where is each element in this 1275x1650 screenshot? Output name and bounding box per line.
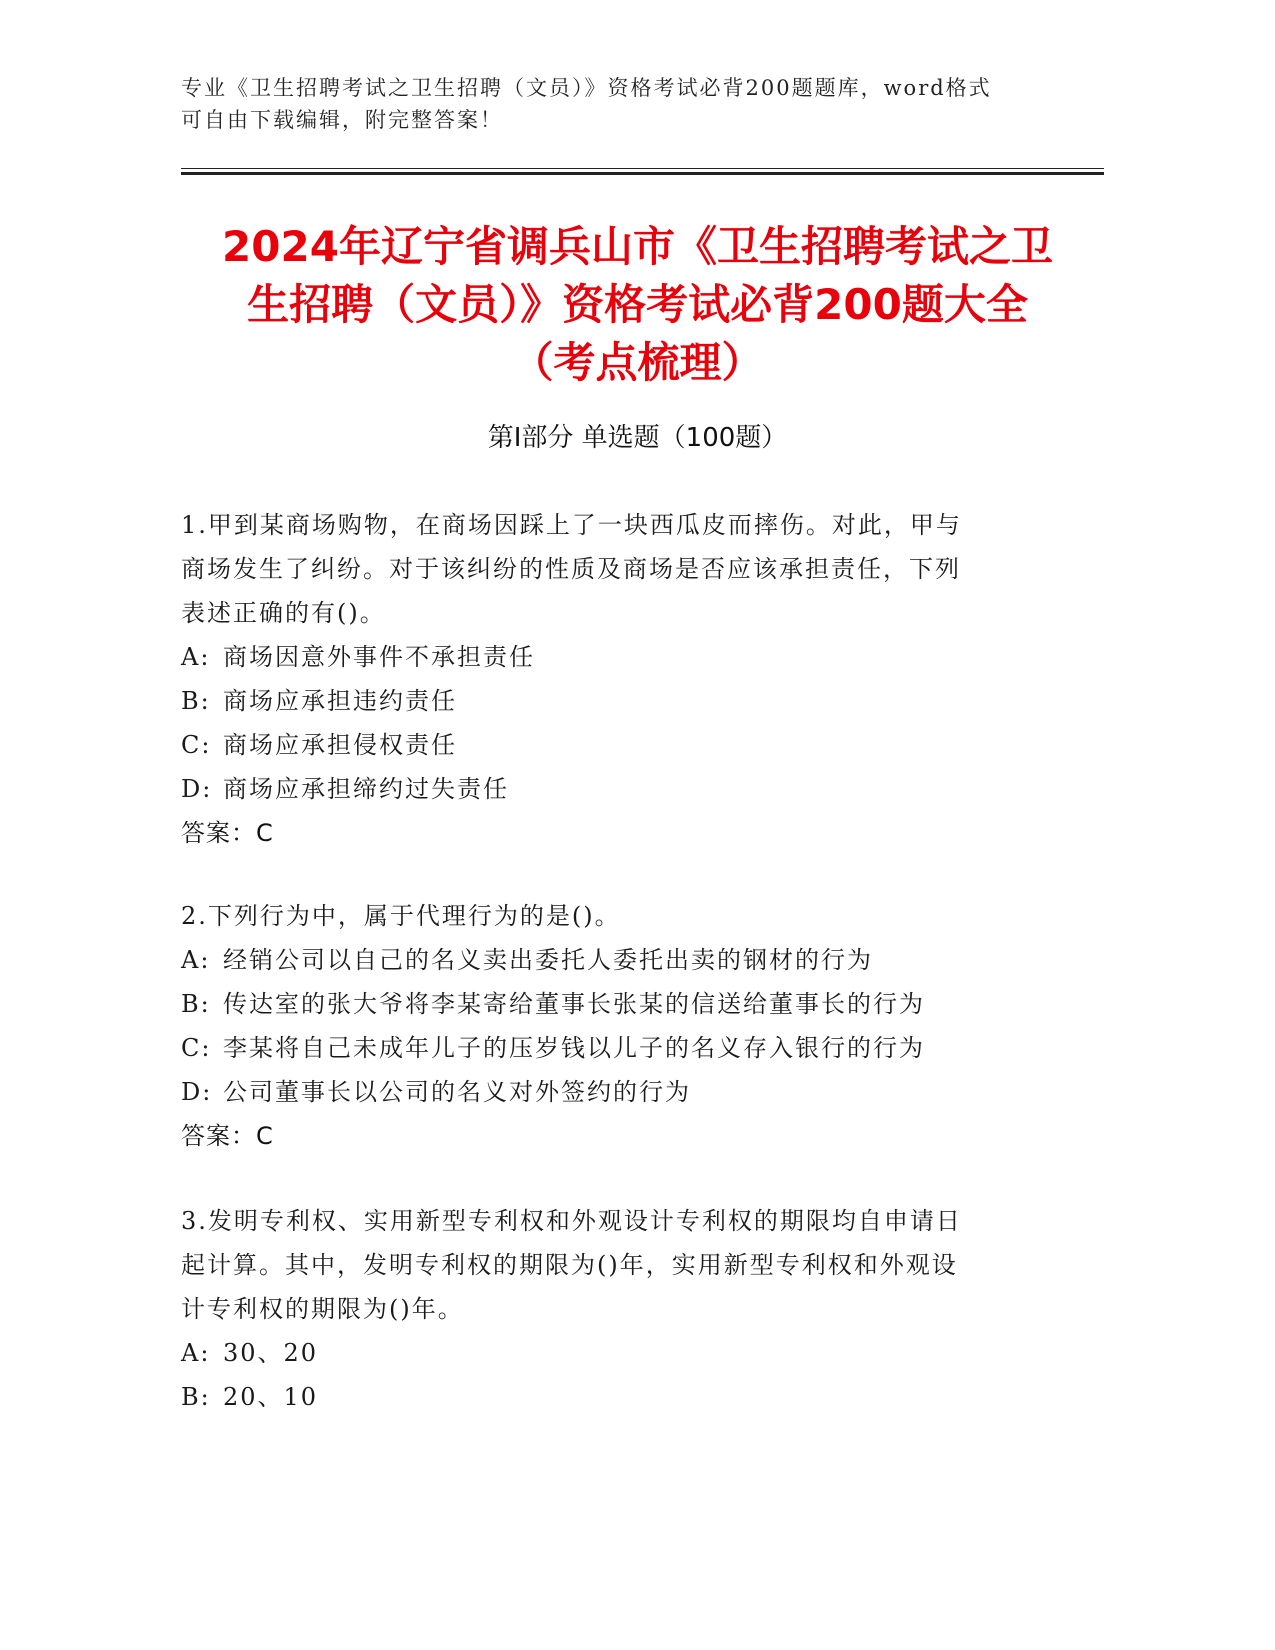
answer-line: 答案：C bbox=[181, 819, 274, 847]
option-key: C: bbox=[181, 1034, 212, 1062]
option-key: B: bbox=[181, 990, 211, 1018]
option-text: 商场应承担违约责任 bbox=[223, 687, 457, 715]
option-text: 传达室的张大爷将李某寄给董事长张某的信送给董事长的行为 bbox=[223, 990, 925, 1018]
option-a bbox=[181, 1331, 1081, 1375]
option-d bbox=[181, 1070, 1081, 1114]
option-c bbox=[181, 1026, 1081, 1070]
option-c bbox=[181, 723, 1081, 767]
header-note-line: 可自由下载编辑，附完整答案！ bbox=[181, 108, 503, 132]
option-key: D: bbox=[181, 1078, 213, 1106]
option-key: C: bbox=[181, 731, 212, 759]
option-key: B: bbox=[181, 1383, 211, 1411]
question-stem-line: 1.甲到某商场购物，在商场因踩上了一块西瓜皮而摔伤。对此，甲与 bbox=[181, 511, 962, 539]
option-key: D: bbox=[181, 775, 213, 803]
question-stem-line: 计专利权的期限为()年。 bbox=[181, 1295, 464, 1323]
option-text: 公司董事长以公司的名义对外签约的行为 bbox=[223, 1078, 691, 1106]
document-title-line: 2024年辽宁省调兵山市《卫生招聘考试之卫 bbox=[222, 222, 1053, 271]
answer-line: 答案：C bbox=[181, 1122, 274, 1150]
question-stem-line: 表述正确的有()。 bbox=[181, 599, 386, 627]
header-note bbox=[181, 72, 1061, 136]
option-a bbox=[181, 938, 1081, 982]
document-title bbox=[150, 218, 1125, 392]
option-text: 20、10 bbox=[223, 1383, 319, 1411]
question-stem-line: 商场发生了纠纷。对于该纠纷的性质及商场是否应该承担责任，下列 bbox=[181, 555, 961, 583]
option-text: 商场应承担缔约过失责任 bbox=[223, 775, 509, 803]
question-1 bbox=[181, 503, 1081, 855]
option-key: A: bbox=[181, 643, 211, 671]
header-divider-thin bbox=[181, 168, 1104, 169]
option-b bbox=[181, 679, 1081, 723]
question-2 bbox=[181, 894, 1081, 1158]
option-key: A: bbox=[181, 1339, 211, 1367]
header-divider-thick bbox=[181, 172, 1104, 175]
option-text: 30、20 bbox=[223, 1339, 319, 1367]
option-key: B: bbox=[181, 687, 211, 715]
question-stem-line: 2.下列行为中，属于代理行为的是()。 bbox=[181, 902, 621, 930]
option-d bbox=[181, 767, 1081, 811]
option-key: A: bbox=[181, 946, 211, 974]
option-text: 李某将自己未成年儿子的压岁钱以儿子的名义存入银行的行为 bbox=[223, 1034, 925, 1062]
option-text: 商场因意外事件不承担责任 bbox=[223, 643, 535, 671]
document-title-line: 生招聘（文员）》资格考试必背200题大全 bbox=[247, 280, 1028, 329]
option-text: 经销公司以自己的名义卖出委托人委托出卖的钢材的行为 bbox=[223, 946, 873, 974]
option-b bbox=[181, 982, 1081, 1026]
section-title: 第Ⅰ部分 单选题（100题） bbox=[487, 423, 788, 453]
question-stem-line: 3.发明专利权、实用新型专利权和外观设计专利权的期限均自申请日 bbox=[181, 1207, 962, 1235]
header-note-line: 专业《卫生招聘考试之卫生招聘（文员）》资格考试必背200题题库，word格式 bbox=[181, 76, 992, 100]
document-title-line: （考点梳理） bbox=[511, 338, 764, 387]
option-b bbox=[181, 1375, 1081, 1419]
question-3 bbox=[181, 1199, 1081, 1419]
option-text: 商场应承担侵权责任 bbox=[223, 731, 457, 759]
question-stem-line: 起计算。其中，发明专利权的期限为()年，实用新型专利权和外观设 bbox=[181, 1251, 958, 1279]
option-a bbox=[181, 635, 1081, 679]
